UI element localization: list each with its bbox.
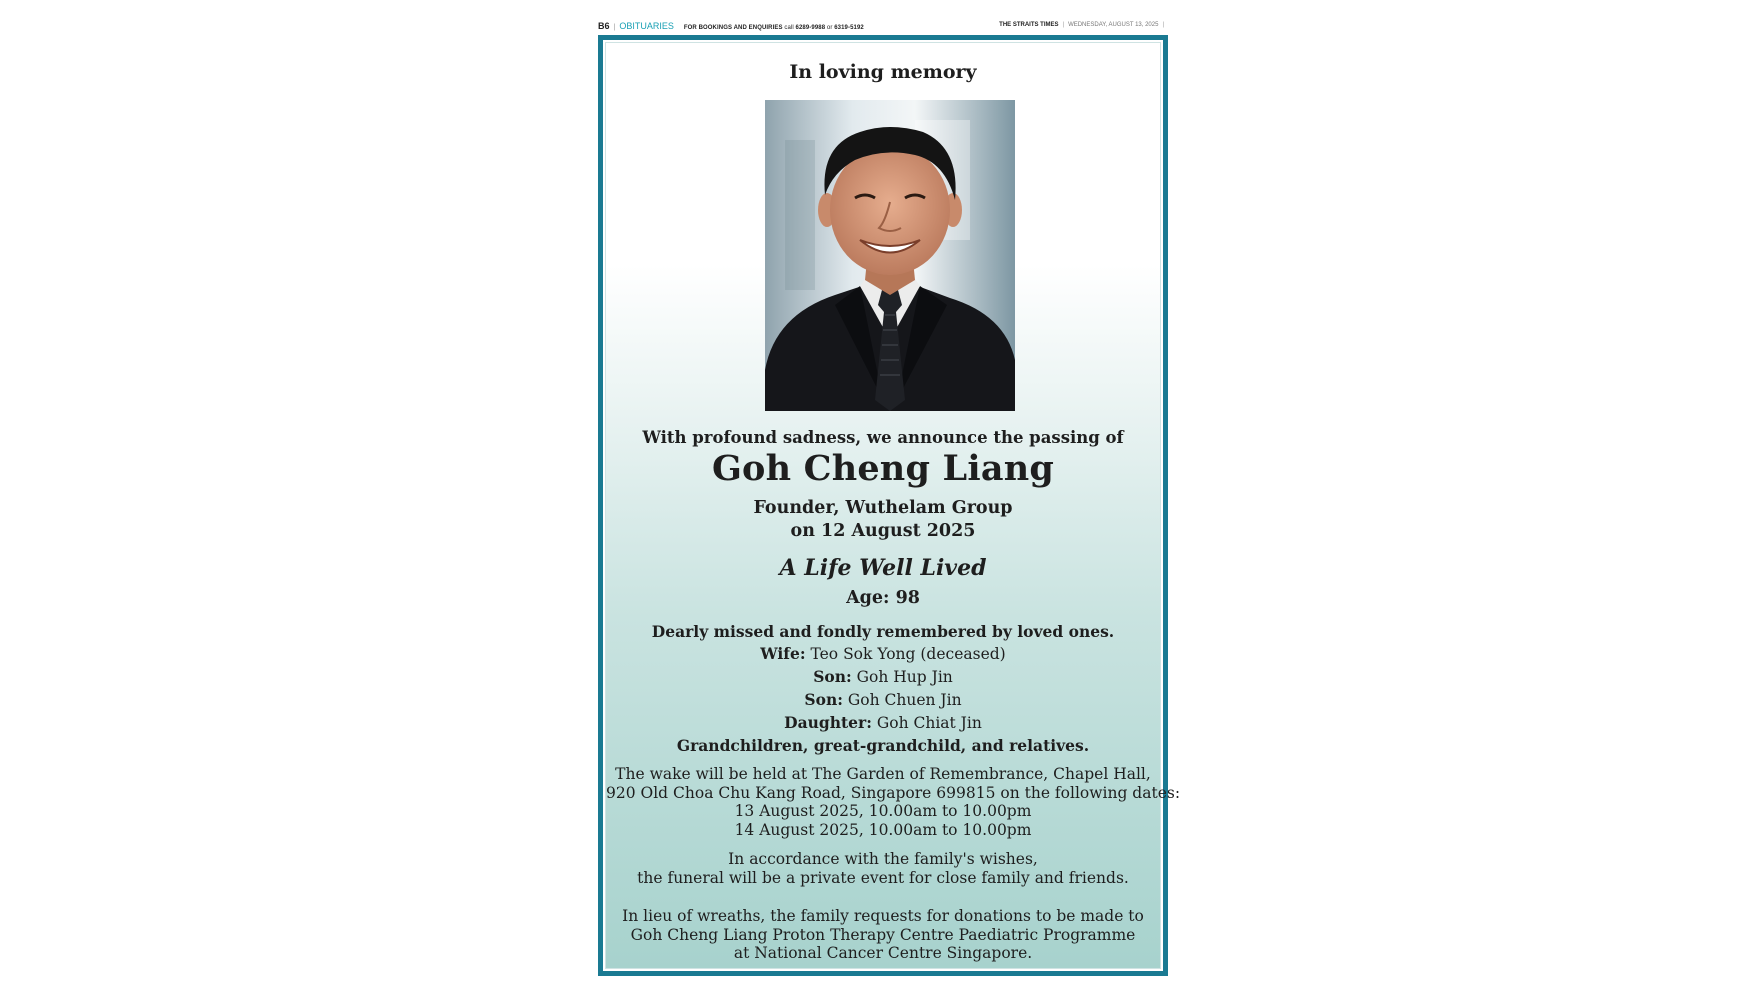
grandchildren-line: Grandchildren, great-grandchild, and relatives. [676,736,1090,755]
family-name: Goh Chuen Jin [847,691,962,709]
family-relation: Son: [804,690,843,709]
family-name: Goh Chiat Jin [876,714,982,732]
newspaper-name: THE STRAITS TIMES [999,22,1059,28]
donation-line: at National Cancer Centre Singapore. [733,944,1033,962]
booking-info [684,25,864,31]
booking-label: FOR BOOKINGS AND ENQUIRIES [683,25,783,31]
donation-details [606,907,1160,963]
wake-line: 13 August 2025, 10.00am to 10.00pm [734,802,1032,820]
issue-date: WEDNESDAY, AUGUST 13, 2025 [1068,22,1159,28]
wake-details [606,765,1181,839]
portrait-illustration [765,100,1015,411]
remembered-line: Dearly missed and fondly remembered by loved ones. [651,622,1115,641]
donation-line: In lieu of wreaths, the family requests for donations to be made to [622,907,1144,925]
notice-heading: In loving memory [789,61,977,83]
family-member-wife [606,644,1160,663]
header-left [598,21,864,31]
wake-line: 920 Old Choa Chu Kang Road, Singapore 699815 on the following dates: [606,783,1181,802]
booking-or: or [826,25,833,31]
header-divider-end: | [1162,22,1164,28]
family-member-son-2 [606,690,1160,709]
wake-line: 14 August 2025, 10.00am to 10.00pm [734,820,1032,839]
date-of-passing: on 12 August 2025 [790,521,976,541]
announcement-text: With profound sadness, we announce the passing of [642,428,1124,447]
funeral-line: the funeral will be a private event for close family and friends. [637,868,1129,887]
header-divider: | [613,24,616,31]
portrait-photo [765,100,1015,411]
family-relation: Wife: [760,644,806,663]
family-relation: Daughter: [784,713,872,732]
booking-call: call [784,25,794,31]
deceased-role: Founder, Wuthelam Group [753,498,1013,518]
deceased-name: Goh Cheng Liang [711,448,1055,489]
family-member-son-1 [606,667,1160,686]
funeral-line: In accordance with the family's wishes, [728,850,1038,868]
obituary-notice [598,35,1181,976]
family-name: Teo Sok Yong (deceased) [810,645,1006,663]
booking-phone-1: 6289-9988 [795,25,826,31]
family-name: Goh Hup Jin [856,668,953,686]
notice-body [605,42,1181,969]
tagline: A Life Well Lived [779,555,987,581]
funeral-details [606,850,1160,887]
page-number: B6 [598,21,610,31]
donation-line: Goh Cheng Liang Proton Therapy Centre Paediatric Programme [630,925,1136,944]
age-line: Age: 98 [846,588,920,608]
section-name: OBITUARIES [619,21,674,31]
family-relation: Son: [813,667,852,686]
booking-phone-2: 6319-5192 [834,25,864,31]
newspaper-header [598,20,1168,32]
wake-line: The wake will be held at The Garden of Remembrance, Chapel Hall, [615,765,1151,783]
header-right [999,22,1168,28]
family-member-daughter [606,713,1160,732]
header-divider-right: | [1062,22,1065,28]
